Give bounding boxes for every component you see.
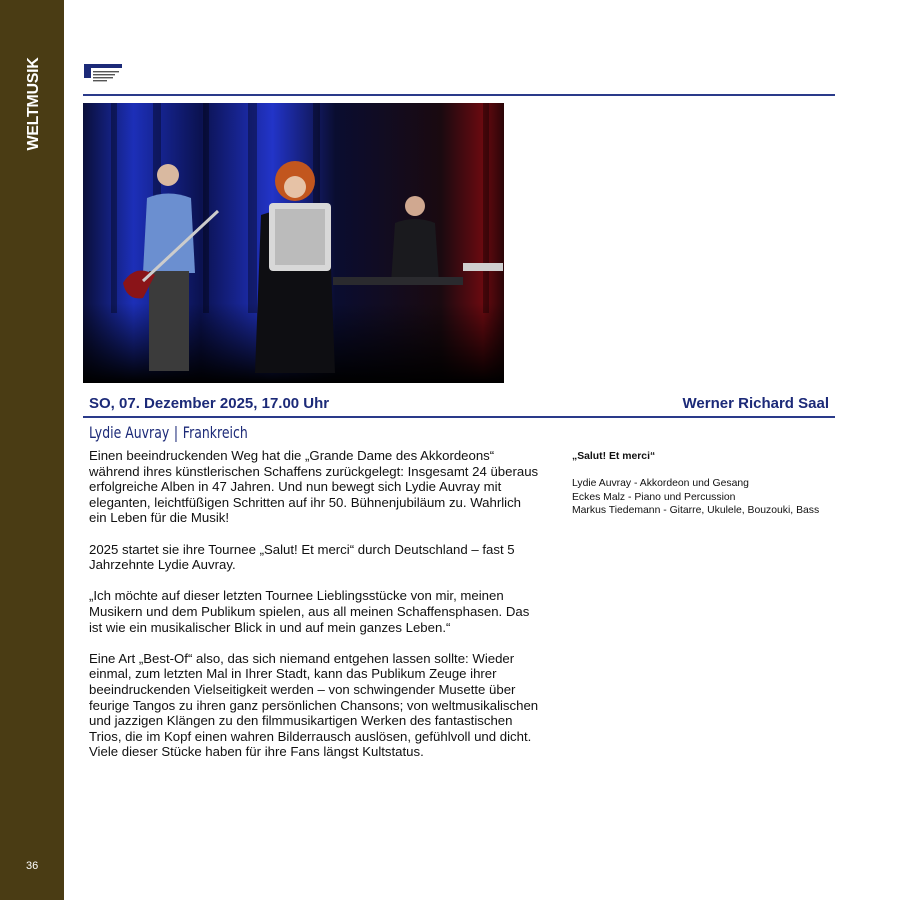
artist-separator: |: [173, 423, 179, 442]
page-number: 36: [26, 860, 39, 872]
program-title: „Salut! Et merci“: [572, 451, 656, 462]
concert-photo: [83, 103, 504, 383]
artist-heading: [89, 423, 248, 442]
top-divider: [83, 94, 835, 96]
description-paragraph: Einen beeindruckenden Weg hat die „Grande Dame des Akkordeons“ während ihres künstlerischen Schaffens zurückgelegt: Insgesamt 24 überaus erfolgreiche Alben in 47 Jahren. Und nun bewegt sich Lydie Auvray mit eleganten, leichtfüßigen Schritten auf ihr 50. Bühnenjubiläum zu. Wahrlich ein Leben für die Musik!: [89, 448, 539, 526]
performer-line: Eckes Malz - Piano und Percussion: [572, 491, 736, 503]
artist-name: Lydie Auvray: [89, 423, 170, 442]
event-venue: Werner Richard Saal: [682, 395, 829, 412]
performer-line: Lydie Auvray - Akkordeon und Gesang: [572, 478, 749, 489]
section-label: WELTMUSIK: [25, 57, 42, 151]
program-info: [572, 450, 852, 518]
sidebar: [0, 0, 64, 900]
performer-line: Markus Tiedemann - Gitarre, Ukulele, Bouzouki, Bass: [572, 505, 820, 516]
event-description: [89, 448, 541, 775]
event-date-time: SO, 07. Dezember 2025, 17.00 Uhr: [89, 395, 330, 412]
artist-country: Frankreich: [182, 423, 248, 442]
organizer-logo-icon: [84, 64, 124, 84]
description-paragraph: „Ich möchte auf dieser letzten Tournee Lieblingsstücke von mir, meinen Musikern und dem Publikum spielen, aus all meinen Schaffensphasen. Das ist wie ein musikalischer Blick in und auf mein ganzes Leben.“: [89, 588, 530, 635]
description-paragraph: Eine Art „Best-Of“ also, das sich niemand entgehen lassen sollte: Wieder einmal, zum letzten Mal in Ihrer Stadt, kann das Publikum Zeuge ihrer beeindruckenden Vielseitigkeit werden – von schwingender Musette über feurige Tangos zu ihren ganz persönlichen Chansons; von weltmusikalischen und jazzigen Klängen zu den filmmusikartigen Werken des fantastischen Trios, die im Kopf einen wahren Bilderrausch auslösen, gefühlvoll und dicht. Viele dieser Stücke haben für ihre Fans längst Kultstatus.: [89, 650, 539, 760]
description-paragraph: 2025 startet sie ihre Tournee „Salut! Et merci“ durch Deutschland – fast 5 Jahrzehnte Lydie Auvray.: [89, 541, 515, 573]
event-divider: [83, 416, 835, 418]
